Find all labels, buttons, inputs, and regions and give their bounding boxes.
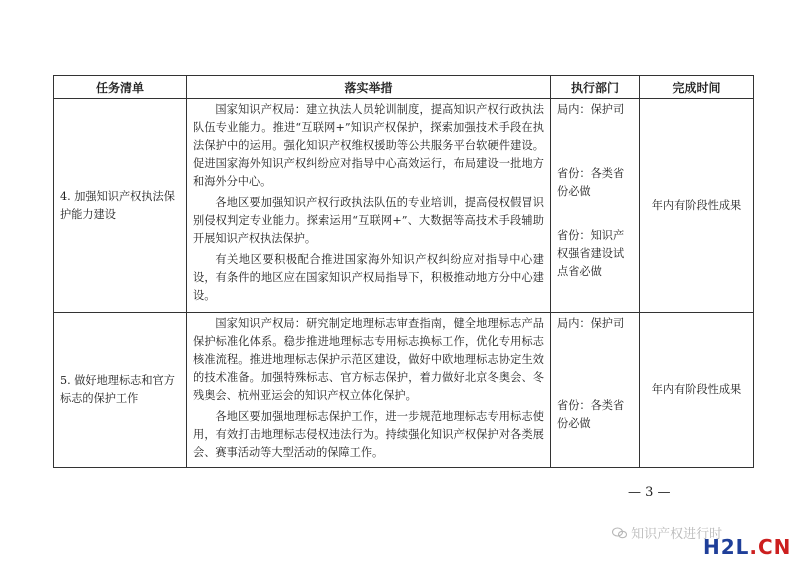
measure-paragraph: 有关地区要积极配合推进国家海外知识产权纠纷应对指导中心建设，有条件的地区应在国家知识产权局指导下，积极推动地方分中心建设。: [193, 253, 544, 302]
header-task: 任务清单: [54, 76, 187, 99]
measure-paragraph: 各地区要加强知识产权行政执法队伍的专业培训，提高侵权假冒识别侵权判定专业能力。探索运用“互联网+”、大数据等高技术手段辅助开展知识产权执法保护。: [193, 196, 544, 245]
task-cell: 4. 加强知识产权执法保护能力建设: [54, 99, 187, 313]
measures-cell: [187, 313, 551, 468]
logo-part1: H2L: [703, 535, 750, 559]
header-exec: 执行部门: [551, 76, 640, 99]
exec-cell: [551, 313, 640, 468]
table-header-row: [54, 76, 754, 99]
task-table: [53, 75, 754, 468]
measure-paragraph: 国家知识产权局：建立执法人员轮训制度，提高知识产权行政执法队伍专业能力。推进“互联网+”知识产权保护，探索加强技术手段在执法保护中的运用。强化知识产权维权援助等公共服务平台软硬件建设。促进国家海外知识产权纠纷应对指导中心高效运行，布局建设一批地方和海外分中心。: [193, 103, 544, 188]
exec-item: 省份：各类省份必做: [557, 167, 625, 198]
header-time: 完成时间: [640, 76, 754, 99]
site-logo: [703, 535, 791, 559]
page-number: — 3 —: [628, 485, 671, 500]
table-row: [54, 99, 754, 313]
exec-item: 局内：保护司: [557, 103, 625, 116]
wechat-icon: [612, 527, 631, 542]
measure-paragraph: 国家知识产权局：研究制定地理标志审查指南，健全地理标志产品保护标准化体系。稳步推进地理标志专用标志换标工作，优化专用标志核准流程。推进地理标志保护示范区建设，做好中欧地理标志协定生效的技术准备。加强特殊标志、官方标志保护，着力做好北京冬奥会、冬残奥会、杭州亚运会的知识产权立体化保护。: [193, 317, 544, 402]
exec-item: 省份：知识产权强省建设试点省必做: [557, 229, 625, 278]
measure-paragraph: 各地区要加强地理标志保护工作，进一步规范地理标志专用标志使用，有效打击地理标志侵权违法行为。持续强化知识产权保护对各类展会、赛事活动等大型活动的保障工作。: [193, 410, 544, 459]
header-measures: 落实举措: [187, 76, 551, 99]
exec-item: 省份：各类省份必做: [557, 399, 625, 430]
table-row: [54, 313, 754, 468]
time-cell: 年内有阶段性成果: [640, 313, 754, 468]
measures-cell: [187, 99, 551, 313]
time-cell: 年内有阶段性成果: [640, 99, 754, 313]
exec-cell: [551, 99, 640, 313]
exec-item: 局内：保护司: [557, 317, 625, 330]
watermark-text: 知识产权进行时: [631, 527, 723, 542]
logo-part2: .CN: [749, 535, 792, 559]
task-cell: 5. 做好地理标志和官方标志的保护工作: [54, 313, 187, 468]
